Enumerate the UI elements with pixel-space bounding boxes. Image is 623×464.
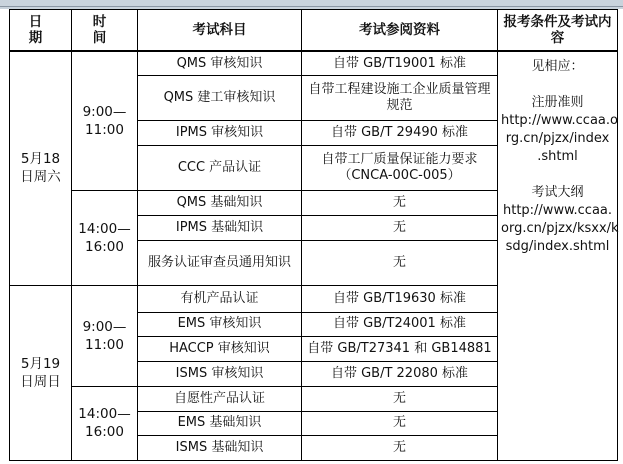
time-end: 11:00 bbox=[85, 336, 124, 353]
header-time: 时 间 bbox=[72, 10, 138, 52]
rules-url-line: rg.cn/pjzx/index bbox=[505, 131, 610, 146]
exam-schedule-table bbox=[9, 9, 618, 461]
reference-cell: 无 bbox=[302, 215, 498, 240]
time-cell bbox=[72, 386, 138, 460]
top-border-strip bbox=[0, 0, 623, 9]
time-cell bbox=[72, 51, 138, 191]
header-row bbox=[10, 10, 618, 52]
weekday-text: 日周六 bbox=[20, 169, 61, 186]
syllabus-url-line: org.cn/pjzx/ksxx/k bbox=[501, 221, 619, 236]
date-text: 5月18 bbox=[20, 151, 61, 168]
date-text: 5月19 bbox=[20, 355, 61, 372]
time-start: 14:00— bbox=[78, 220, 131, 237]
rules-url-line: http://www.ccaa.o bbox=[501, 113, 618, 128]
subject-cell: CCC 产品认证 bbox=[138, 146, 302, 191]
date-cell bbox=[10, 285, 72, 461]
reference-cell: 自带工程建设施工企业质量管理规范 bbox=[302, 76, 498, 121]
reference-cell: 自带 GB/T27341 和 GB14881 bbox=[302, 337, 498, 362]
conditions-cell bbox=[498, 51, 618, 461]
reference-cell: 自带工厂质量保证能力要求（CNCA-00C-005） bbox=[302, 146, 498, 191]
reference-cell: 自带 GB/T 29490 标准 bbox=[302, 121, 498, 146]
reference-cell: 自带 GB/T19001 标准 bbox=[302, 51, 498, 76]
subject-cell: EMS 审核知识 bbox=[138, 312, 302, 337]
table-row bbox=[10, 51, 618, 76]
subject-cell: QMS 建工审核知识 bbox=[138, 76, 302, 121]
time-end: 16:00 bbox=[85, 238, 124, 255]
reference-cell: 自带 GB/T 22080 标准 bbox=[302, 362, 498, 387]
time-start: 9:00— bbox=[82, 318, 127, 335]
time-cell bbox=[72, 285, 138, 386]
subject-cell: ISMS 基础知识 bbox=[138, 436, 302, 461]
time-cell bbox=[72, 191, 138, 286]
time-end: 11:00 bbox=[85, 122, 124, 138]
subject-cell: QMS 基础知识 bbox=[138, 191, 302, 216]
rules-url-line: .shtml bbox=[537, 149, 578, 164]
subject-cell: IPMS 审核知识 bbox=[138, 121, 302, 146]
header-date: 日 期 bbox=[10, 10, 72, 52]
header-conditions: 报考条件及考试内容 bbox=[498, 10, 618, 52]
subject-cell: 有机产品认证 bbox=[138, 285, 302, 312]
date-cell bbox=[10, 51, 72, 285]
syllabus-title: 考试大纲 bbox=[531, 185, 584, 200]
subject-cell: IPMS 基础知识 bbox=[138, 215, 302, 240]
reference-cell: 自带 GB/T24001 标准 bbox=[302, 312, 498, 337]
syllabus-url-line: http://www.ccaa. bbox=[502, 203, 613, 218]
subject-cell: 服务认证审查员通用知识 bbox=[138, 240, 302, 285]
header-subject: 考试科目 bbox=[138, 10, 302, 52]
subject-cell: EMS 基础知识 bbox=[138, 411, 302, 436]
time-end: 16:00 bbox=[85, 424, 124, 441]
subject-cell: HACCP 审核知识 bbox=[138, 337, 302, 362]
weekday-text: 日周日 bbox=[20, 373, 61, 390]
subject-cell: 自愿性产品认证 bbox=[138, 386, 302, 411]
reference-cell: 自带 GB/T19630 标准 bbox=[302, 285, 498, 312]
syllabus-url-line: sdg/index.shtml bbox=[505, 239, 610, 254]
time-start: 14:00— bbox=[78, 406, 131, 423]
time-start: 9:00— bbox=[82, 104, 127, 120]
reference-cell: 无 bbox=[302, 411, 498, 436]
notes-intro: 见相应： bbox=[531, 59, 584, 74]
reference-cell: 无 bbox=[302, 240, 498, 285]
header-reference: 考试参阅资料 bbox=[302, 10, 498, 52]
subject-cell: QMS 审核知识 bbox=[138, 51, 302, 76]
reference-cell: 无 bbox=[302, 436, 498, 461]
rules-title: 注册准则 bbox=[531, 95, 584, 110]
reference-cell: 无 bbox=[302, 191, 498, 216]
reference-cell: 无 bbox=[302, 386, 498, 411]
subject-cell: ISMS 审核知识 bbox=[138, 362, 302, 387]
